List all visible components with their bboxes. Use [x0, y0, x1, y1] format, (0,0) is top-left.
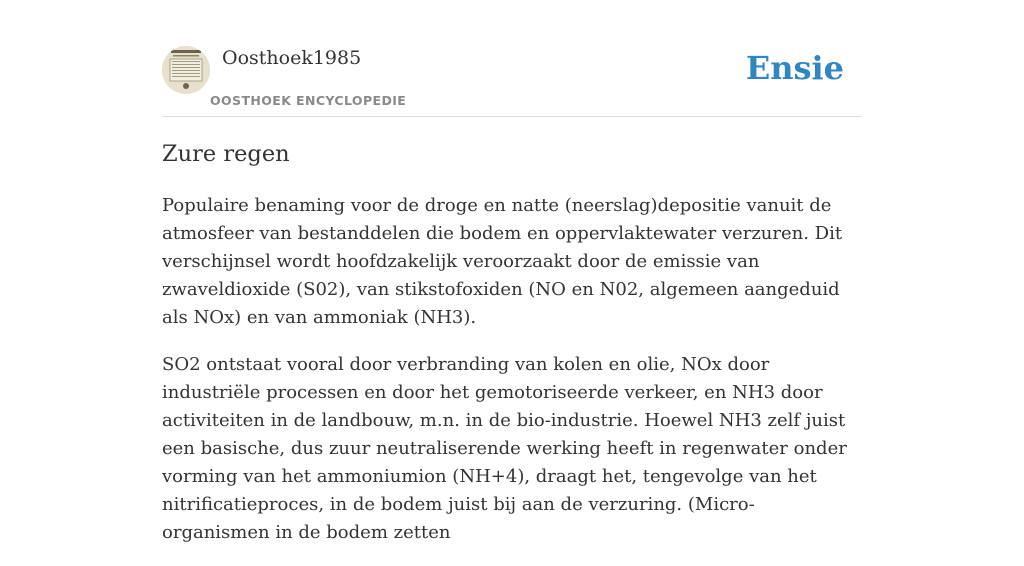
book-cover-avatar-icon: [162, 46, 210, 94]
brand-logo[interactable]: Ensie: [745, 49, 844, 87]
article-title: Zure regen: [162, 141, 290, 167]
author-avatar[interactable]: [162, 46, 210, 94]
source-label: OOSTHOEK ENCYCLOPEDIE: [210, 93, 407, 108]
author-link[interactable]: Oosthoek1985: [222, 47, 362, 69]
article-header: [162, 0, 862, 117]
paragraph: Populaire benaming voor de droge en natte (neerslag)depositie vanuit de atmosfeer van bestanddelen die bodem en oppervlaktewater verzuren. Dit verschijnsel wordt hoofdzakelijk veroorzaakt door de emissie van zwaveldioxide (S02), van stikstofoxiden (NO en N02, algemeen aangeduid als NOx) en van ammoniak (NH3).: [162, 195, 843, 328]
paragraph: SO2 ontstaat vooral door verbranding van kolen en olie, NOx door industriële processen en door het gemotoriseerde verkeer, en NH3 door activiteiten in de landbouw, m.n. in de bio-industrie. Hoewel NH3 zelf juist een basische, dus zuur neutraliserende werking heeft in regenwater onder vorming van het ammoniumion (NH+4), draagt het, tengevolge van het nitrificatieproces, in de bodem juist bij aan de verzuring. (Micro-organismen in de bodem zetten: [162, 354, 847, 543]
article-body: [162, 192, 862, 566]
article-page: [162, 0, 862, 543]
